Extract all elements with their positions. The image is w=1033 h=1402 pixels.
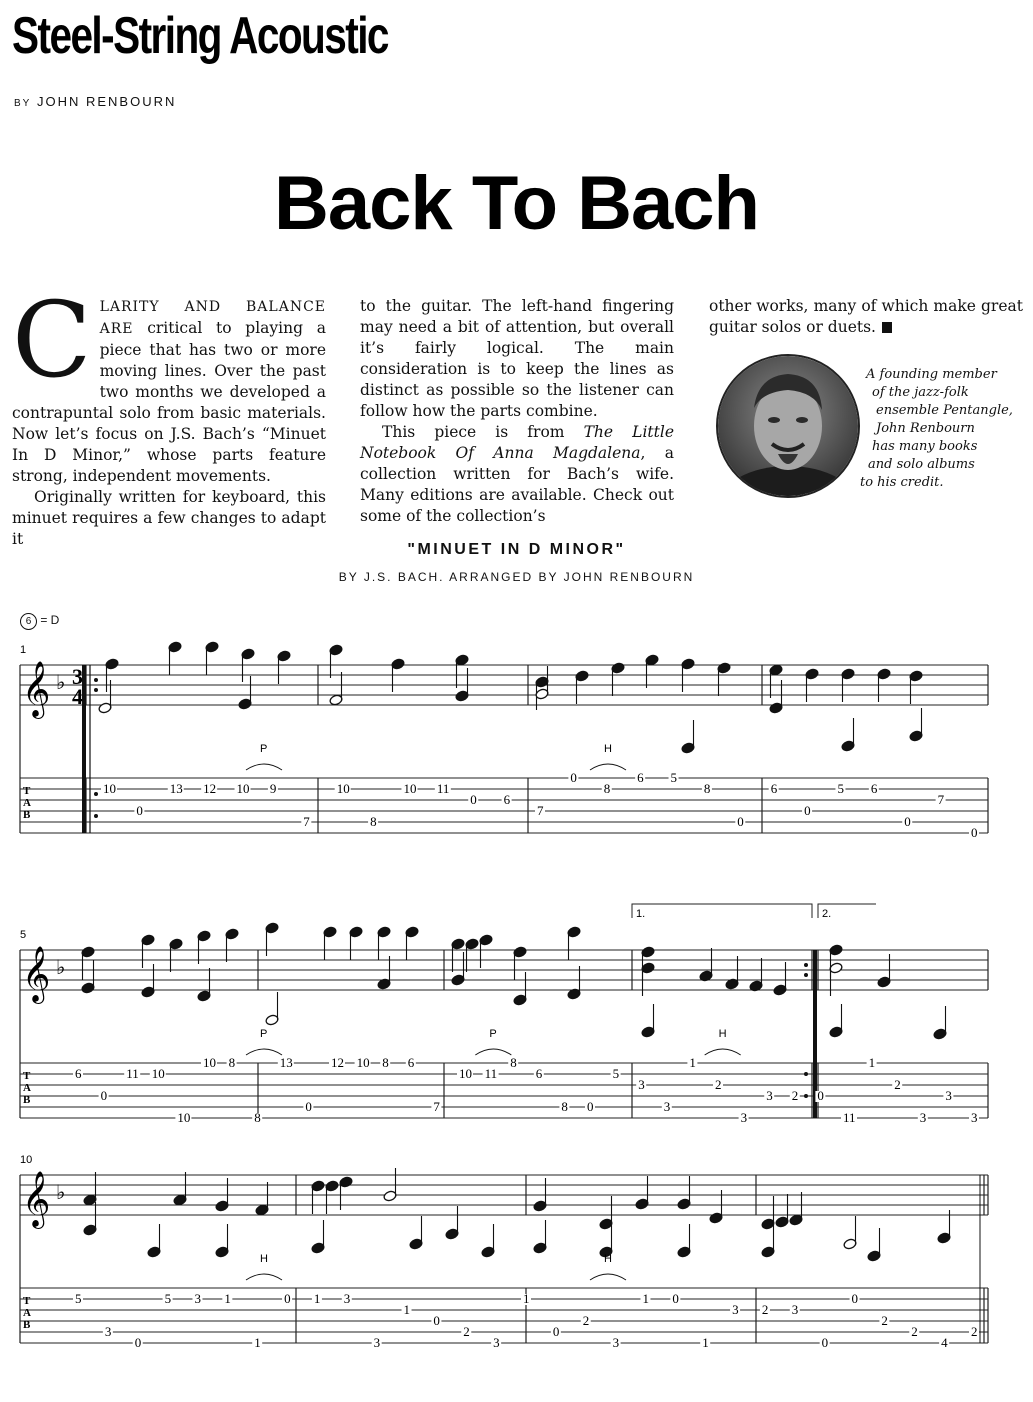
tab-clef-letter: T — [23, 785, 31, 797]
string-number-icon: 6 — [20, 613, 37, 630]
tab-fret-number: 1 — [868, 1055, 876, 1070]
repeat-dot — [804, 963, 808, 967]
tab-fret-number: 6 — [535, 1066, 543, 1081]
tab-fret-number: 1 — [702, 1335, 709, 1350]
repeat-dot — [94, 688, 98, 692]
tab-fret-number: 5 — [75, 1291, 82, 1306]
treble-clef-icon: 𝄞 — [22, 948, 51, 1001]
paragraph-4-post: , a collection written for Bach’s wife. Many editions are available. Check out some of the collection’s — [360, 444, 674, 525]
tab-clef-letter: T — [23, 1295, 31, 1307]
tab-fret-number: 0 — [552, 1324, 560, 1339]
tab-fret-number: 1 — [224, 1291, 231, 1306]
caption-line: ensemble Pentangle, — [876, 403, 1013, 418]
technique-label: H — [260, 1253, 268, 1265]
tab-fret-number: 0 — [284, 1291, 291, 1306]
ending-number-2: 2. — [822, 908, 832, 920]
technique-label: H — [604, 1253, 612, 1265]
tab-fret-number: 3 — [791, 1302, 799, 1317]
tab-fret-number: 0 — [136, 803, 143, 818]
tab-fret-number: 3 — [343, 1291, 351, 1306]
tab-fret-number: 2 — [894, 1077, 901, 1092]
tab-fret-number: 6 — [503, 792, 511, 807]
tab-fret-number: 3 — [919, 1110, 927, 1125]
tab-fret-number: 10 — [403, 781, 417, 796]
system-3 — [20, 1154, 988, 1350]
tab-fret-number: 0 — [433, 1313, 440, 1328]
tab-fret-number: 5 — [837, 781, 844, 796]
tab-fret-number: 13 — [169, 781, 183, 796]
tab-fret-number: 1 — [642, 1291, 649, 1306]
tab-fret-number: 1 — [313, 1291, 321, 1306]
caption-line: A founding member — [866, 367, 997, 382]
tab-fret-number: 10 — [236, 781, 250, 796]
byline-author: JOHN RENBOURN — [36, 94, 177, 109]
tab-fret-number: 4 — [941, 1335, 948, 1350]
system-2 — [20, 904, 988, 1125]
tab-fret-number: 3 — [493, 1335, 500, 1350]
caption-line: John Renbourn — [876, 421, 975, 436]
ending-bracket-1 — [632, 904, 812, 918]
paragraph-2: Originally written for keyboard, this minuet requires a few changes to adapt it — [12, 488, 326, 548]
tab-fret-number: 8 — [370, 814, 377, 829]
tab-fret-number: 10 — [103, 781, 116, 796]
tab-fret-number: 0 — [470, 792, 477, 807]
lead-in: LARITY AND BALANCE ARE — [99, 299, 326, 337]
system-1 — [20, 641, 988, 840]
tab-fret-number: 0 — [587, 1099, 594, 1114]
slur-arc — [590, 1274, 626, 1280]
slur-arc — [590, 764, 626, 770]
slur-arc — [705, 1049, 741, 1055]
tab-fret-number: 2 — [911, 1324, 918, 1339]
tab-fret-number: 6 — [770, 781, 778, 796]
tab-fret-number: 7 — [433, 1099, 440, 1114]
tab-fret-number: 8 — [228, 1055, 236, 1070]
tab-fret-number: 10 — [459, 1066, 472, 1081]
tab-fret-number: 7 — [537, 803, 544, 818]
tab-fret-number: 0 — [672, 1291, 679, 1306]
tab-fret-number: 0 — [570, 770, 577, 785]
paragraph-3: to the guitar. The left-hand fingering may need a bit of attention, but overall it’s fairly logical. The main consideration is to keep the lines as distinct as possible so the listener can follow how the parts combine. — [360, 297, 674, 420]
tab-fret-number: 0 — [100, 1088, 108, 1103]
tab-fret-number: 5 — [164, 1291, 172, 1306]
music-title: "MINUET IN D MINOR" — [407, 541, 626, 558]
tab-fret-number: 10 — [151, 1066, 165, 1081]
measure-number: 1 — [20, 644, 27, 656]
tab-clef-letter: A — [23, 1307, 31, 1319]
tab-fret-number: 6 — [75, 1066, 82, 1081]
tab-fret-number: 0 — [821, 1335, 829, 1350]
ending-number-1: 1. — [636, 908, 646, 920]
tab-fret-number: 8 — [703, 781, 711, 796]
technique-label: P — [260, 743, 268, 755]
tab-fret-number: 8 — [510, 1055, 517, 1070]
tab-fret-number: 1 — [254, 1335, 261, 1350]
time-signature-bottom: 4 — [72, 684, 83, 709]
tab-fret-number: 0 — [305, 1099, 312, 1114]
tab-fret-number: 0 — [817, 1088, 824, 1103]
tab-fret-number: 7 — [937, 792, 945, 807]
tab-fret-number: 1 — [523, 1291, 530, 1306]
tab-fret-number: 11 — [126, 1066, 139, 1081]
tab-clef-letter: B — [23, 1319, 31, 1331]
department-title: Steel-String Acoustic — [12, 7, 388, 65]
tab-fret-number: 5 — [670, 770, 678, 785]
tab-fret-number: 3 — [638, 1077, 645, 1092]
tab-fret-number: 12 — [203, 781, 217, 796]
tab-fret-number: 10 — [356, 1055, 370, 1070]
caption-line: of the jazz-folk — [872, 385, 969, 400]
tab-fret-number: 0 — [737, 814, 744, 829]
tab-fret-number: 3 — [732, 1302, 739, 1317]
tab-fret-number: 11 — [843, 1110, 856, 1125]
tab-fret-number: 11 — [484, 1066, 498, 1081]
tab-fret-number: 8 — [254, 1110, 261, 1125]
tab-fret-number: 3 — [971, 1110, 978, 1125]
article-headline: Back To Bach — [274, 161, 759, 246]
repeat-dot — [94, 678, 98, 682]
paragraph-5: other works, many of which make great guitar solos or duets. — [709, 297, 1023, 336]
slur-arc — [246, 764, 282, 770]
caption-line: has many books — [872, 439, 978, 454]
measure-number: 10 — [20, 1154, 33, 1166]
caption-line: to his credit. — [860, 475, 944, 490]
paragraph-1: critical to playing a piece that has two or more moving lines. Over the past two months we developed a contrapuntal solo from basic materials. Now let’s focus on J.S. Bach’s “Minuet In D Minor,” whose parts feature strong, independent movements. — [12, 319, 327, 485]
repeat-dot — [804, 1094, 808, 1098]
tab-fret-number: 3 — [104, 1324, 112, 1339]
tab-clef-letter: B — [23, 809, 31, 821]
technique-label: P — [260, 1028, 268, 1040]
tab-fret-number: 2 — [463, 1324, 470, 1339]
tab-fret-number: 3 — [194, 1291, 201, 1306]
tab-fret-number: 10 — [177, 1110, 191, 1125]
tab-fret-number: 6 — [637, 770, 644, 785]
slur-arc — [246, 1049, 282, 1055]
tuning-value: = D — [40, 613, 60, 627]
treble-clef-icon: 𝄞 — [22, 663, 51, 716]
drop-cap: C — [12, 279, 92, 401]
flat-key-signature-icon: ♭ — [56, 1182, 66, 1204]
flat-key-signature-icon: ♭ — [56, 672, 66, 694]
tab-fret-number: 0 — [971, 825, 978, 840]
book-title: The Little Notebook Of Anna Magdalena — [360, 423, 674, 462]
tab-clef-letter: B — [23, 1094, 31, 1106]
tab-clef-letter: T — [23, 1070, 31, 1082]
slur-arc — [475, 1049, 511, 1055]
repeat-dot — [804, 1072, 808, 1076]
technique-label: H — [604, 743, 612, 755]
tab-fret-number: 3 — [945, 1088, 952, 1103]
tab-fret-number: 3 — [766, 1088, 773, 1103]
tab-fret-number: 3 — [373, 1335, 381, 1350]
tab-fret-number: 2 — [971, 1324, 978, 1339]
music-credit: BY J.S. BACH. ARRANGED BY JOHN RENBOURN — [338, 570, 695, 584]
tab-fret-number: 13 — [279, 1055, 293, 1070]
tab-fret-number: 11 — [436, 781, 450, 796]
tab-fret-number: 10 — [336, 781, 350, 796]
tab-fret-number: 7 — [303, 814, 310, 829]
paragraph-4-pre: This piece is from — [382, 423, 584, 441]
tab-fret-number: 2 — [715, 1077, 722, 1092]
tab-fret-number: 2 — [881, 1313, 888, 1328]
tab-fret-number: 3 — [663, 1099, 671, 1114]
technique-label: H — [718, 1028, 727, 1040]
time-signature-top: 3 — [72, 664, 83, 689]
flat-key-signature-icon: ♭ — [56, 957, 66, 979]
tab-fret-number: 0 — [804, 803, 811, 818]
byline-by: BY — [14, 98, 32, 109]
tab-fret-number: 0 — [904, 814, 911, 829]
repeat-dot — [94, 792, 98, 796]
tab-fret-number: 8 — [603, 781, 611, 796]
tab-clef-letter: A — [23, 1082, 31, 1094]
tab-fret-number: 8 — [561, 1099, 568, 1114]
treble-clef-icon: 𝄞 — [22, 1173, 51, 1226]
tab-fret-number: 6 — [870, 781, 878, 796]
tab-fret-number: 2 — [761, 1302, 769, 1317]
tab-fret-number: 3 — [740, 1110, 748, 1125]
repeat-dot — [94, 814, 98, 818]
caption-line: and solo albums — [868, 457, 975, 472]
tab-fret-number: 1 — [689, 1055, 696, 1070]
tab-fret-number: 9 — [269, 781, 277, 796]
measure-number: 5 — [20, 929, 27, 941]
slur-arc — [246, 1274, 282, 1280]
tab-fret-number: 10 — [203, 1055, 216, 1070]
tab-fret-number: 0 — [134, 1335, 142, 1350]
tab-fret-number: 2 — [582, 1313, 590, 1328]
repeat-dot — [804, 973, 808, 977]
tab-fret-number: 3 — [612, 1335, 620, 1350]
tab-fret-number: 8 — [382, 1055, 389, 1070]
technique-label: P — [489, 1028, 497, 1040]
tab-fret-number: 12 — [331, 1055, 344, 1070]
tab-fret-number: 5 — [612, 1066, 620, 1081]
tab-fret-number: 0 — [851, 1291, 859, 1306]
tab-fret-number: 2 — [791, 1088, 799, 1103]
tab-fret-number: 6 — [407, 1055, 415, 1070]
tab-fret-number: 1 — [403, 1302, 411, 1317]
tab-clef-letter: A — [23, 797, 31, 809]
